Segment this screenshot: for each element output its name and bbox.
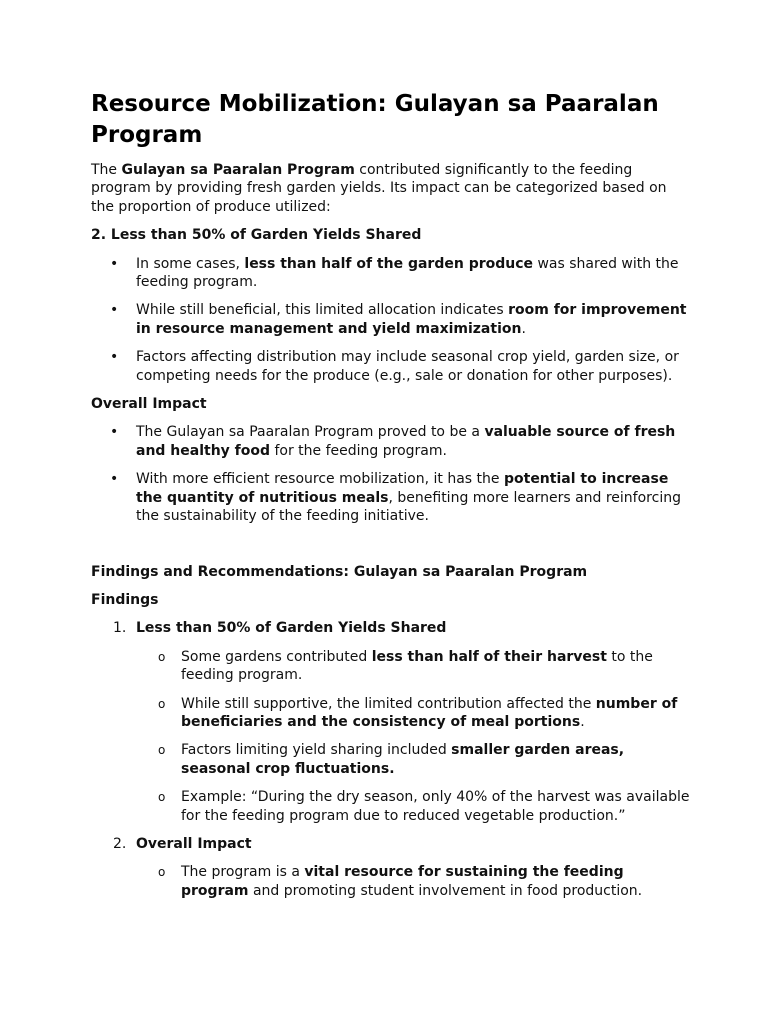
- sub-bullet-bold: vital resource for sustaining the feeding program: [181, 864, 624, 899]
- bullet-text: The Gulayan sa Paaralan Program proved to be a: [136, 424, 485, 441]
- sub-bullet-text-end: and promoting student involvement in food production.: [248, 882, 643, 899]
- intro-text-end: contributed significantly to the feeding program by providing fresh garden yields. Its impact can be categorized based on the proportion of produce utilized:: [91, 162, 667, 215]
- overall-bullet-list: [91, 423, 691, 525]
- bullet-bold: room for improvement in resource management and yield maximization: [136, 302, 687, 337]
- intro-paragraph: [91, 161, 691, 216]
- bullet-text-end: for the feeding program.: [270, 442, 447, 459]
- sub-bullet-text: Example: “During the dry season, only 40% of the harvest was available for the feeding program due to reduced vegetable production.”: [181, 789, 690, 824]
- sub-bullet-text-end: to the feeding program.: [181, 648, 653, 684]
- sub-bullet-list: [136, 648, 691, 825]
- findings-subheading: Findings: [91, 591, 159, 608]
- sub-bullet-item: [136, 741, 691, 778]
- document-title: Resource Mobilization: Gulayan sa Paaralan Program: [91, 91, 659, 148]
- sub-bullet-list: [136, 863, 691, 900]
- bullet-text: With more efficient resource mobilization, it has the: [136, 471, 504, 488]
- bullet-item: [91, 255, 691, 292]
- intro-bold: Gulayan sa Paaralan Program: [121, 162, 355, 178]
- bullet-item: [91, 423, 691, 460]
- findings-section-heading: Findings and Recommendations: Gulayan sa Paaralan Program: [91, 563, 588, 580]
- sub-bullet-text: While still supportive, the limited contribution affected the: [181, 695, 596, 712]
- item-number: 2.: [113, 835, 127, 852]
- bullet-bold: valuable source of fresh and healthy food: [136, 424, 676, 459]
- numbered-item: [91, 619, 691, 825]
- sub-bullet-bold: less than half of their harvest: [371, 648, 607, 665]
- item-number: 1.: [113, 620, 127, 637]
- sub-bullet-text: The program is a: [181, 864, 305, 881]
- section-heading-yields: 2. Less than 50% of Garden Yields Shared: [91, 227, 422, 244]
- bullet-item: [91, 470, 691, 525]
- numbered-item: [91, 835, 691, 900]
- sub-bullet-item: [136, 695, 691, 732]
- section-heading-overall: Overall Impact: [91, 396, 207, 413]
- bullet-text-end: , benefiting more learners and reinforcing the sustainability of the feeding initiative.: [136, 489, 681, 525]
- document-content: [91, 89, 691, 910]
- sub-bullet-bold: smaller garden areas, seasonal crop fluctuations.: [181, 742, 625, 777]
- bullet-text: In some cases,: [136, 255, 245, 272]
- sub-bullet-text: Factors limiting yield sharing included: [181, 742, 452, 759]
- bullet-text: Factors affecting distribution may include seasonal crop yield, garden size, or competing needs for the produce (e.g., sale or donation for other purposes).: [136, 349, 679, 384]
- sub-bullet-item: [136, 863, 691, 900]
- sub-bullet-text: Some gardens contributed: [181, 648, 372, 665]
- bullet-item: [91, 301, 691, 338]
- bullet-text-end: was shared with the feeding program.: [136, 255, 679, 291]
- bullet-item: [91, 348, 691, 385]
- yields-bullet-list: [91, 255, 691, 385]
- sub-bullet-bold: number of beneficiaries and the consistency of meal portions: [181, 695, 678, 730]
- sub-bullet-item: [136, 788, 691, 825]
- sub-bullet-item: [136, 648, 691, 685]
- findings-numbered-list: [91, 619, 691, 900]
- intro-text: The: [91, 162, 122, 178]
- item-title: Overall Impact: [136, 835, 252, 852]
- sub-bullet-text-end: .: [580, 713, 585, 730]
- bullet-bold: less than half of the garden produce: [244, 255, 534, 272]
- bullet-text-end: .: [521, 320, 526, 337]
- bullet-text: While still beneficial, this limited allocation indicates: [136, 302, 509, 319]
- bullet-bold: potential to increase the quantity of nutritious meals: [136, 471, 669, 506]
- item-title: Less than 50% of Garden Yields Shared: [136, 620, 447, 637]
